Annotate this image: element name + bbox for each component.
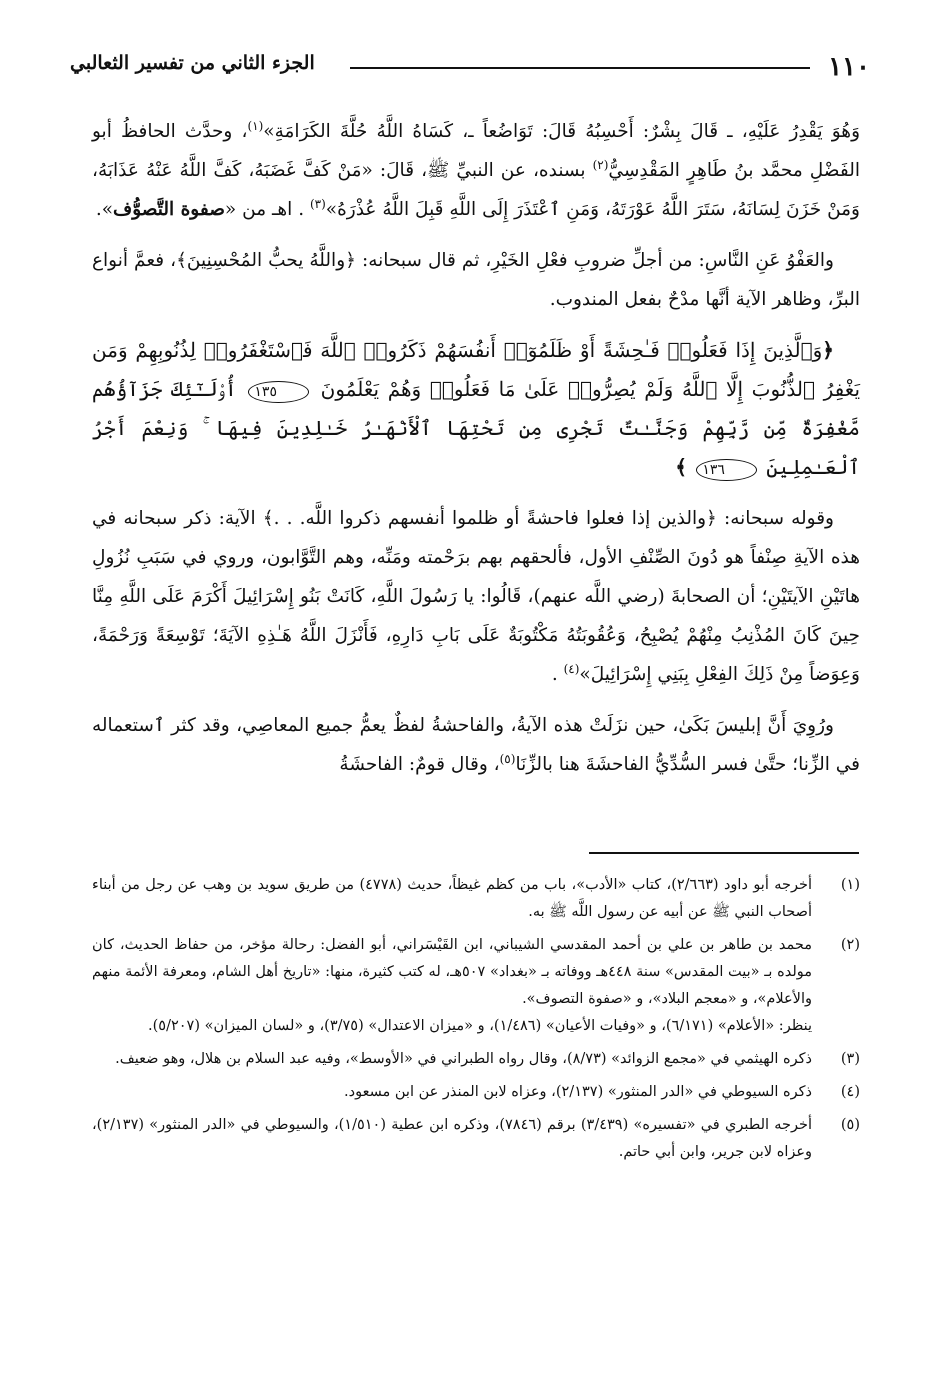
text-segment: بسنده، عن النبيِّ ﷺ، قَالَ: «مَنْ كَفَّ غَضَبَهُ، كَفَّ اللَّهُ عَنْهُ عَذَابَهُ، وَمَنْ خَزَنَ لِسَانَهُ، سَتَرَ اللَّهُ عَوْرَتَهُ، وَمَنِ ٱعْتَذَرَ إِلَى اللَّهِ قَبِلَ اللَّهُ عُذْرَهُ» [92, 160, 860, 220]
paragraph-4 [92, 706, 860, 784]
footnote-separator [589, 852, 859, 854]
page-number: ١١٠ [828, 52, 870, 82]
footnote-text-part: محمد بن طاهر بن علي بن أحمد المقدسي الشيباني، ابن القَيْسَراني، أبو الفضل: رحالة مؤخر، من حفاظ الحديث، كان مولده بـ «بيت المقدس» سنة ٤٤٨هـ ووفاته بـ «بغداد» ٥٠٧هـ، له كتب كثيرة، منها: «تاريخ أهل الشام، ومعرفة الأئمة منهم والأعلام»، و «معجم البلاد»، و «صفوة التصوف». [92, 937, 812, 1007]
footnote-number: (٢) [840, 937, 860, 953]
verse-number-marker: ١٣٥ [248, 381, 309, 403]
verse-close-bracket: ﴾ [675, 455, 687, 479]
footnote-text [92, 932, 812, 1040]
footnote-number: (٣) [840, 1051, 860, 1067]
quran-verse [92, 331, 860, 487]
text-segment: وَهُوَ يَقْدِرُ عَلَيْهِ، ـ قَالَ بِشْرٌ: أَحْسِبُهُ قَالَ: تَوَاضُعاً ـ، كَسَاهُ اللَّهُ حُلَّةَ الكَرَامَةِ» [263, 121, 861, 142]
footnote-number: (٥) [840, 1117, 860, 1133]
footnote-number: (١) [840, 877, 860, 893]
text-segment: . [551, 664, 564, 685]
text-segment: وقوله سبحانه: ﴿والذين إذا فعلوا فاحشةً أو ظلموا أنفسهم ذكروا اللَّه. . .﴾ الآية: ذكر سبحانه في هذه الآيةِ صِنْفاً هو دُونَ الصِّنْفِ الأول، فألحقهم بهم برَحْمته ومَنِّه، وهم التَّوَّابون، وروي في سَبَبِ نُزُولِ هاتَيْنِ الآيتَيْنِ؛ أن الصحابةَ (رضي اللَّه عنهم)، قَالُوا: يا رَسُولَ اللَّهِ، كَانَتْ بَنُو إِسْرَائِيلَ أَكْرَمَ عَلَى اللَّهِ مِنَّا حِينَ كَانَ المُذْنِبُ مِنْهُمْ يُصْبِحُ، وَعُقُوبَتُهُ مَكْتُوبَةٌ عَلَى بَابِ دَارِهِ، فَأَنْزَلَ اللَّهُ هَـٰذِهِ الآيَةَ؛ تَوْسِعَةً وَرَحْمَةً، وَعِوَضاً مِنْ ذَلِكَ الفِعْلِ بِبَنِي إِسْرَائِيلَ» [92, 508, 860, 685]
verse-text: وَٱلَّذِينَ إِذَا فَعَلُوا۟ فَـٰحِشَةً أَوْ ظَلَمُوٓا۟ أَنفُسَهُمْ ذَكَرُوا۟ ٱللَّهَ فَٱسْتَغْفَرُوا۟ لِذُنُوبِهِمْ وَمَن يَغْفِرُ ٱلذُّنُوبَ إِلَّا ٱللَّهُ وَلَمْ يُصِرُّوا۟ عَلَىٰ مَا فَعَلُوا۟ وَهُمْ يَعْلَمُونَ [92, 338, 861, 401]
footnote-text: أخرجه الطبري في «تفسيره» (٣/٤٣٩) برقم (٧٨٤٦)، وذكره ابن عطية (١/٥١٠)، والسيوطي في «الدر المنثور» (٢/١٣٧)، وعزاه لابن جرير، وابن أبي حاتم. [92, 1117, 812, 1160]
footnote-text-part: ينظر: «الأعلام» (٦/١٧١)، و «وفيات الأعيان» (١/٤٨٦)، و «ميزان الاعتدال» (٣/٧٥)، و «لسان الميزان» (٥/٢٠٧). [148, 1018, 812, 1034]
footnote [92, 1079, 860, 1106]
footnote-ref-3: (٣) [309, 196, 326, 211]
paragraph-1 [92, 112, 860, 229]
footnotes [92, 872, 860, 1172]
footnote [92, 932, 860, 1040]
footnote [92, 1046, 860, 1073]
footnote-number: (٤) [840, 1084, 860, 1100]
text-segment: . اهـ من « [224, 199, 310, 220]
header-rule [350, 67, 810, 69]
paragraph-2: والعَفْوُ عَنِ النَّاسِ: من أجلِّ ضروبِ فعْلِ الخَيْرِ، ثم قال سبحانه: ﴿واللَّهُ يحبُّ المُحْسِنِينَ﴾، فعمَّ أنواع البرِّ، وظاهر الآية أنَّها مدْحٌ بفعل المندوب. [92, 250, 860, 310]
footnote [92, 1112, 860, 1166]
text-segment: ». [95, 199, 114, 220]
text-segment: ، وحدَّث الحافظُ أبو الفَضْلِ محمَّد بنُ طَاهِرٍ المَقْدِسِيُّ [92, 121, 860, 181]
footnote-ref-2: (٢) [592, 157, 609, 172]
footnote-ref-1: (١) [247, 118, 264, 133]
footnote-text: أخرجه أبو داود (٢/٦٦٣)، كتاب «الأدب»، باب من كظم غيظاً، حديث (٤٧٧٨) من طريق سويد بن وهب عن رجل من أبناء أصحاب النبي ﷺ عن أبيه عن رسول اللَّه ﷺ به. [92, 877, 813, 920]
paragraph-3 [92, 499, 860, 694]
footnote-text: ذكره السيوطي في «الدر المنثور» (٢/١٣٧)، وعزاه لابن المنذر عن ابن مسعود. [344, 1084, 812, 1100]
footnote [92, 872, 860, 926]
book-title: صفوة التَّصوُّف [113, 199, 225, 220]
text-segment: ، وقال قومٌ: الفاحشَةُ [339, 754, 500, 775]
running-title: الجزء الثاني من تفسير الثعالبي [70, 52, 315, 74]
footnote-ref-4: (٤) [563, 661, 580, 676]
page-header [70, 52, 870, 86]
text-segment: ورُوِيَ أَنَّ إبليسَ بَكَىٰ، حين نزَلَتْ هذه الآيةُ، والفاحشةُ لفظٌ يعمُّ جميع المعاصِي، وقد كثر ٱستعماله في الزِّنا؛ حتَّىٰ فسر السُّدِّيُّ الفاحشَةَ هنا بالزِّنَا [92, 715, 860, 775]
footnote-text: ذكره الهيثمي في «مجمع الزوائد» (٨/٧٣)، وقال رواه الطبراني في «الأوسط»، وفيه عبد السلام بن هلال، وهو ضعيف. [115, 1051, 812, 1067]
main-text [92, 112, 860, 796]
verse-number-marker: ١٣٦ [696, 459, 757, 481]
verse-open-bracket: ﴿ [822, 338, 834, 362]
footnote-ref-5: (٥) [499, 751, 516, 766]
verse-text: أُو۟لَـٰٓئِكَ جَزَآؤُهُم مَّغْفِرَةٌ مِّن رَّبِّهِمْ وَجَنَّـٰتٌ تَجْرِى مِن تَحْتِهَا ٱلْأَنْهَـٰرُ خَـٰلِدِينَ فِيهَا ۚ وَنِعْمَ أَجْرُ ٱلْعَـٰمِلِينَ [92, 377, 860, 479]
